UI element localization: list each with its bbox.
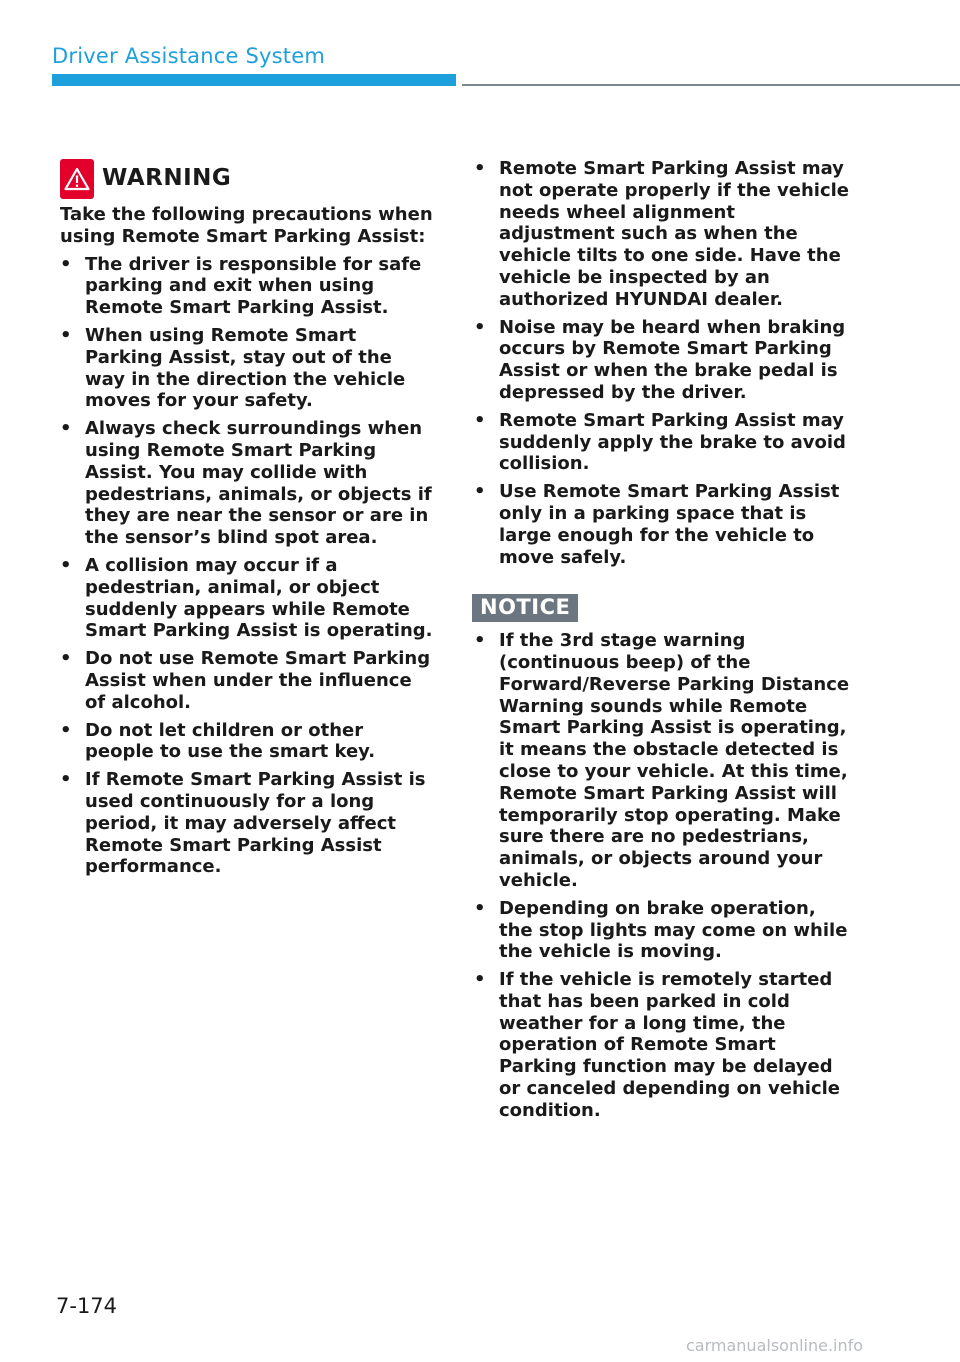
notice-item: • If the vehicle is remotely started that has been parked in cold weather for a long time, the operation of Remote Smart Parking function may be delayed or canceled depending on vehicle condition. bbox=[474, 969, 854, 1122]
watermark: carmanualsonline.info bbox=[686, 1336, 864, 1355]
warning-triangle-icon bbox=[60, 159, 94, 199]
header-accent-bar bbox=[52, 74, 456, 86]
left-column bbox=[60, 158, 438, 884]
header-title: Driver Assistance System bbox=[52, 44, 325, 68]
notice-item: • If the 3rd stage warning (continuous beep) of the Forward/Reverse Parking Distance Warning sounds while Remote Smart Parking Assist is operating, it means the obstacle detected is close to your vehicle. At this time, Remote Smart Parking Assist will temporarily stop operating. Make sure there are no pedestrians, animals, or objects around your vehicle. bbox=[474, 630, 854, 892]
notice-list bbox=[474, 630, 854, 1122]
warning-intro: Take the following precautions when using Remote Smart Parking Assist: bbox=[60, 204, 433, 247]
warning-item: • Remote Smart Parking Assist may suddenly apply the brake to avoid collision. bbox=[474, 410, 854, 475]
notice-item: • Depending on brake operation, the stop lights may come on while the vehicle is moving. bbox=[474, 898, 854, 963]
warning-list-continued bbox=[474, 158, 854, 568]
header-divider-line bbox=[462, 84, 960, 86]
warning-item: • The driver is responsible for safe parking and exit when using Remote Smart Parking Assist. bbox=[60, 254, 438, 319]
warning-item: • If Remote Smart Parking Assist is used continuously for a long period, it may adversely affect Remote Smart Parking Assist performance. bbox=[60, 769, 438, 878]
warning-item: • Always check surroundings when using Remote Smart Parking Assist. You may collide with pedestrians, animals, or objects if they are near the sensor or are in the sensor’s blind spot area. bbox=[60, 418, 438, 549]
notice-badge: NOTICE bbox=[472, 594, 578, 622]
right-column bbox=[474, 158, 854, 1128]
warning-title: WARNING bbox=[102, 165, 232, 192]
warning-item: • Noise may be heard when braking occurs by Remote Smart Parking Assist or when the brake pedal is depressed by the driver. bbox=[474, 317, 854, 404]
page-number: 7-174 bbox=[56, 1294, 118, 1318]
warning-item: • Remote Smart Parking Assist may not operate properly if the vehicle needs wheel alignment adjustment such as when the vehicle tilts to one side. Have the vehicle be inspected by an authorized HYUNDAI dealer. bbox=[474, 158, 854, 311]
warning-list bbox=[60, 254, 438, 879]
warning-item: • When using Remote Smart Parking Assist, stay out of the way in the direction the vehicle moves for your safety. bbox=[60, 325, 438, 412]
warning-item: • A collision may occur if a pedestrian, animal, or object suddenly appears while Remote Smart Parking Assist is operating. bbox=[60, 555, 438, 642]
warning-item: • Do not use Remote Smart Parking Assist when under the influence of alcohol. bbox=[60, 648, 438, 713]
warning-item: • Use Remote Smart Parking Assist only in a parking space that is large enough for the vehicle to move safely. bbox=[474, 481, 854, 568]
warning-item: • Do not let children or other people to use the smart key. bbox=[60, 720, 438, 764]
warning-heading bbox=[60, 158, 438, 200]
